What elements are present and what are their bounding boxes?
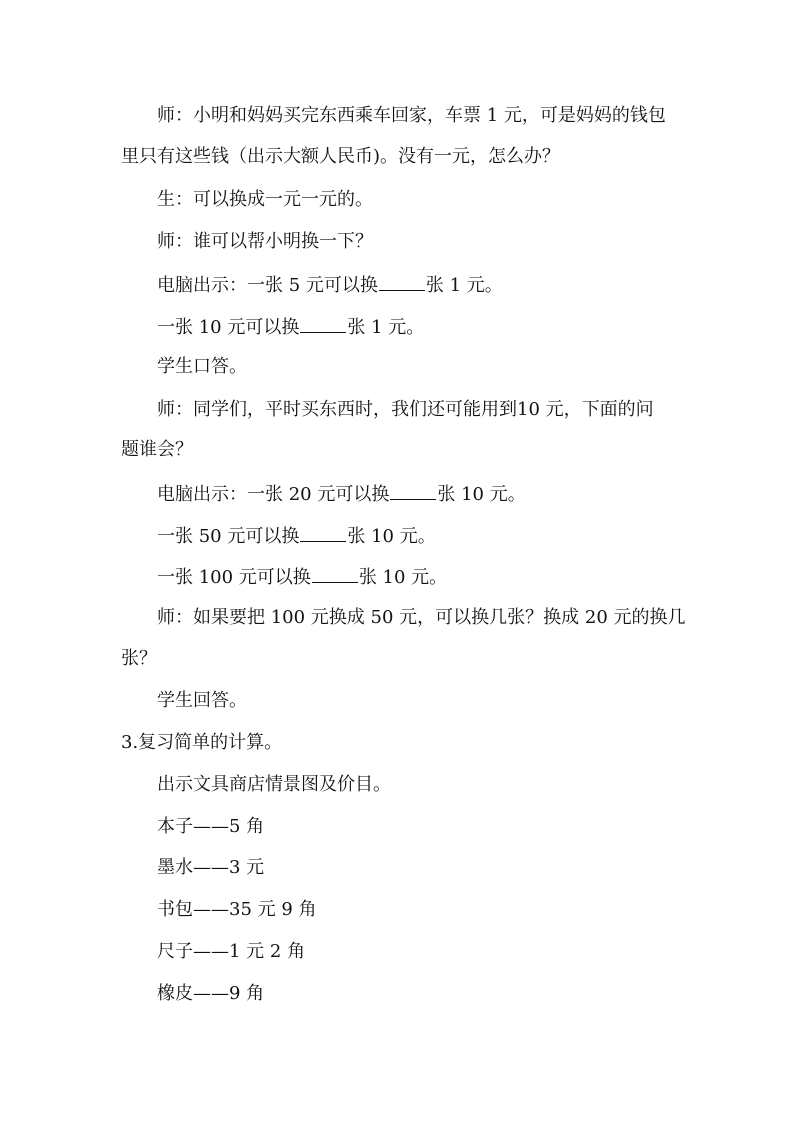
price-item-notebook: 本子——5 角	[157, 816, 265, 837]
paragraph-teacher-classmates: 师：同学们，平时买东西时，我们还可能用到10 元，下面的问	[157, 399, 654, 420]
exercise-text-before: 电脑出示：一张 5 元可以换	[157, 275, 378, 296]
paragraph-teacher-exchange: 师：如果要把 100 元换成 50 元，可以换几张？换成 20 元的换几	[157, 607, 686, 628]
paragraph-teacher-ticket: 师：小明和妈妈买完东西乘车回家，车票 1 元，可是妈妈的钱包	[157, 105, 666, 126]
paragraph-show-shop: 出示文具商店情景图及价目。	[157, 774, 391, 795]
answer-blank[interactable]	[300, 523, 346, 542]
exercise-text-after: 张 10 元。	[347, 526, 436, 547]
paragraph-student-reply: 学生回答。	[157, 690, 247, 711]
price-item-schoolbag: 书包——35 元 9 角	[157, 899, 317, 920]
exercise-text-after: 张 10 元。	[358, 567, 448, 588]
price-item-eraser: 橡皮——9 角	[157, 983, 265, 1004]
exercise-text-after: 张 10 元。	[437, 484, 526, 505]
exercise-text-before: 一张 50 元可以换	[157, 526, 300, 547]
exercise-20-yuan	[157, 481, 526, 507]
exercise-50-yuan	[157, 523, 436, 549]
exercise-text-after: 张 1 元。	[347, 317, 425, 338]
exercise-text-before: 电脑出示：一张 20 元可以换	[157, 484, 390, 505]
exercise-text-after: 张 1 元。	[425, 275, 503, 296]
answer-blank[interactable]	[379, 272, 425, 291]
exercise-100-yuan	[157, 564, 447, 590]
paragraph-teacher-ticket-cont: 里只有这些钱（出示大额人民币)。没有一元，怎么办？	[121, 146, 561, 167]
paragraph-teacher-exchange-cont: 张？	[121, 648, 157, 669]
price-item-ruler: 尺子——1 元 2 角	[157, 941, 306, 962]
exercise-text-before: 一张 10 元可以换	[157, 317, 300, 338]
exercise-10-yuan	[157, 314, 424, 340]
paragraph-student-answer: 生：可以换成一元一元的。	[157, 189, 373, 210]
paragraph-teacher-ask: 师：谁可以帮小明换一下？	[157, 231, 373, 252]
exercise-5-yuan	[157, 272, 503, 298]
answer-blank[interactable]	[300, 314, 346, 333]
price-item-ink: 墨水——3 元	[157, 857, 265, 878]
section-heading-review: 3.复习简单的计算。	[121, 732, 283, 753]
exercise-text-before: 一张 100 元可以换	[157, 567, 311, 588]
answer-blank[interactable]	[390, 481, 436, 500]
answer-blank[interactable]	[312, 564, 358, 583]
paragraph-student-oral: 学生口答。	[157, 356, 247, 377]
paragraph-teacher-classmates-cont: 题谁会？	[121, 439, 193, 460]
